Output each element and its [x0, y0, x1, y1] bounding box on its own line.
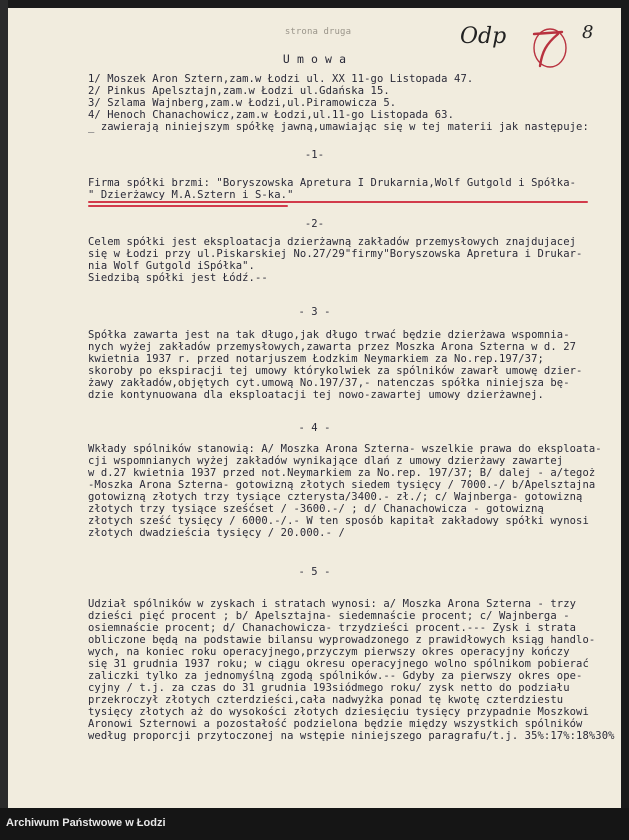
- section-2-line: Siedzibą spółki jest Łódź.--: [88, 272, 268, 284]
- document-page: [8, 8, 621, 808]
- section-4-line: -Moszka Arona Szterna- gotowizną złotych siedem tysięcy / 7000.-/ b/Apelsztajna: [88, 479, 596, 491]
- section-5-line: Aronowi Szternowi a pozostałość podzielona będzie między wszystkich spólników: [88, 718, 583, 730]
- red-underline: [88, 205, 288, 207]
- section-4-number: - 4 -: [298, 422, 331, 434]
- section-2-line: Celem spółki jest eksploatacja dzierżawną zakładów przemysłowych znajdujacej: [88, 236, 577, 248]
- section-5-line: dzieści pięć procent ; b/ Apelsztajna- siedemnaście procent; c/ Wajnberga -: [88, 610, 570, 622]
- archive-footer: [0, 808, 629, 840]
- party-1: 1/ Moszek Aron Sztern,zam.w Łodzi ul. XX 11-go Listopada 47.: [88, 73, 474, 85]
- section-3-line: dzie kontynuowana dla eksploatacji tej nowo-zawartej umowy dzierżawnej.: [88, 389, 544, 401]
- section-5-line: obliczone będą na podstawie bilansu wyprowadzonego z prawidłowych ksiąg handlo-: [88, 634, 596, 646]
- section-5-line: osiemnaście procent; d/ Chanachowicza- trzydzieści procent.--- Zysk i strata: [88, 622, 577, 634]
- section-5-line: cyjny / t.j. za czas do 31 grudnia 193siódmego roku/ zysk netto do podziału: [88, 682, 570, 694]
- section-4-line: gotowizną złotych trzy tysiące czterysta/3400.- zł./; c/ Wajnberga- gotowizną: [88, 491, 583, 503]
- section-3-line: żawy zakładów,objętych cyt.umową No.197/37,- natenczas spółka niniejsza bę-: [88, 377, 570, 389]
- section-5-line: Udział spólników w zyskach i stratach wynosi: a/ Moszka Arona Szterna - trzy: [88, 598, 577, 610]
- section-4-line: złotych dwadzieścia tysięcy / 20.000.- /: [88, 527, 345, 539]
- left-dark-edge: [0, 0, 8, 808]
- party-2: 2/ Pinkus Apelsztajn,zam.w Łodzi ul.Gdańska 15.: [88, 85, 390, 97]
- section-3-line: nych wyżej zakładów przemysłowych,zawarta przez Moszka Arona Szterna w d. 27: [88, 341, 577, 353]
- section-5-line: zaliczki tylko za jednomyślną zgodą spólników.-- Gdyby za pierwszy okres ope-: [88, 670, 583, 682]
- section-2-number: -2-: [304, 218, 325, 230]
- party-3: 3/ Szlama Wajnberg,zam.w Łodzi,ul.Piramowicza 5.: [88, 97, 397, 109]
- faint-header-text: strona druga: [284, 27, 352, 37]
- section-4-line: cji wspomnianych wyżej zakładów wynikające dlań z umowy dzierżawy zawartej: [88, 455, 564, 467]
- party-4: 4/ Henoch Chanachowicz,zam.w Łodzi,ul.11-go Listopada 63.: [88, 109, 455, 121]
- section-3-line: kwietnia 1937 r. przed notarjuszem Łodzkim Neymarkiem za No.rep.197/37;: [88, 353, 544, 365]
- section-5-line: przekroczył złotych czterdzieści,cała nadwyżka ponad tę kwotę czterdziestu: [88, 694, 564, 706]
- section-1-line: Firma spółki brzmi: "Boryszowska Apretura I Drukarnia,Wolf Gutgold i Spółka-: [88, 177, 577, 189]
- section-4-line: Wkłady spólników stanowią: A/ Moszka Arona Szterna- wszelkie prawa do eksploata-: [88, 443, 602, 455]
- section-4-line: złotych sześć tysięcy / 6000.-/.- W ten sposób kapitał zakładowy spółki wynosi: [88, 515, 589, 527]
- archive-label: Archiwum Państwowe w Łodzi: [6, 817, 166, 829]
- section-2-line: się w Łodzi przy ul.Piskarskiej No.27/29"firmy"Boryszowska Apretura i Drukar-: [88, 248, 583, 260]
- section-2-line: nia Wolf Gutgold iSpółka".: [88, 260, 255, 272]
- section-3-number: - 3 -: [298, 306, 331, 318]
- section-1-number: -1-: [304, 149, 325, 161]
- red-underline: [88, 201, 588, 203]
- handwritten-note: Odp: [460, 24, 507, 49]
- document-title: U m o w a: [282, 52, 347, 66]
- section-4-line: złotych trzy tysiące sześćset / -3600.-/ ; d/ Chanachowicza - gotowizną: [88, 503, 544, 515]
- page-number: 8: [582, 22, 594, 43]
- section-5-line: się 31 grudnia 1937 roku; w ciągu okresu operacyjnego wolno spólnikom pobierać: [88, 658, 589, 670]
- section-5-number: - 5 -: [298, 566, 331, 578]
- section-3-line: Spółka zawarta jest na tak długo,jak długo trwać będzie dzierżawa wspomnia-: [88, 329, 570, 341]
- section-1-line: " Dzierżawcy M.A.Sztern i S-ka.": [88, 189, 294, 201]
- section-5-line: według proporcji przytoczonej na wstępie niniejszego paragrafu/t.j. 35%:17%:18%30%: [88, 730, 615, 742]
- section-3-line: skoroby po ekspiracji tej umowy którykolwiek za spólników zawarł umowę dzier-: [88, 365, 583, 377]
- section-5-line: wych, na koniec roku operacyjnego,przyczym pierwszy okres operacyjny kończy: [88, 646, 570, 658]
- section-4-line: w d.27 kwietnia 1937 przed not.Neymarkiem za No.rep. 197/37; B/ dalej - a/tegoż: [88, 467, 596, 479]
- section-5-line: tysięcy złotych aż do wysokości złotych dziesięciu tysięcy przypadnie Moszkowi: [88, 706, 589, 718]
- parties-intro: _ zawierają niniejszym spółkę jawną,umawiając się w tej materii jak następuje:: [88, 121, 589, 133]
